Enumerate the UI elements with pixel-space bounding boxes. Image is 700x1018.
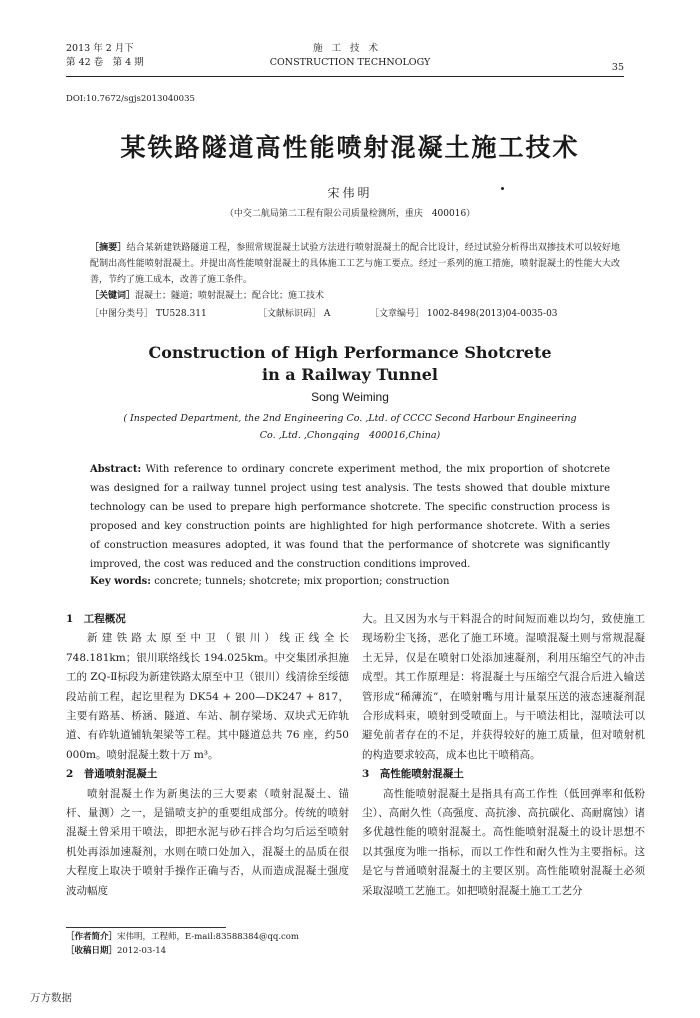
doc-code: ［文献标识码］ A [258,309,331,319]
author-en: Song Weiming [311,390,389,404]
section-3-heading: 3 高性能喷射混凝土 [362,768,464,781]
title-en-line-1: Construction of High Performance Shotcrete [148,343,552,362]
clc-code: ［中图分类号］ TU528.311 [90,309,207,319]
title-en-line-2: in a Railway Tunnel [261,365,438,384]
abstract-en [90,460,610,574]
author-cn: 宋伟明 [327,186,373,200]
abstract-cn-label: ［摘要］ [90,243,127,253]
footnote-divider [66,927,226,928]
section-2-paragraph: 喷射混凝土作为新奥法的三大要素（喷射混凝土、锚杆、量测）之一，是锚喷支护的重要组成部分。传统的喷射混凝土曾采用干喷法，即把水泥与砂石拌合均匀后运至喷射机处再添加速凝剂，水则在喷口处加入，混凝土的品质在很大程度上取决于喷射手操作正确与否，从而造成混凝土强度波动幅度 [66,787,349,897]
footnote-date-label: ［收稿日期］ [66,946,118,956]
title-cn: 某铁路隧道高性能喷射混凝土施工技术 [120,133,580,162]
footnote-author-text: 宋伟明，工程师，E-mail:83588384@qq.com [117,932,299,942]
body-column-left [66,610,349,901]
issue-date: 2013 年 2 月下 [66,43,134,54]
affiliation-cn: （中交二航局第二工程有限公司质量检测所，重庆 400016） [224,209,476,219]
footnote [66,930,299,958]
issue-volume: 第 42 卷 第 4 期 [66,57,144,68]
section-3-paragraph: 高性能喷射混凝土是指具有高工作性（低回弹率和低粉尘）、高耐久性（高强度、高抗渗、高抗碳化、高耐腐蚀）诸多优越性能的喷射混凝土。高性能喷射混凝土的设计思想不以其强度为唯一指标，而以工作性和耐久性为主要指标。这是它与普通喷射混凝土的主要区别。高性能喷射混凝土必须采取湿喷工艺施工。如把喷射混凝土施工工艺分 [362,787,645,897]
header-divider [66,76,624,77]
doi: DOI:10.7672/sgjs2013040035 [66,94,195,104]
section-1-heading: 1 工程概况 [66,613,126,625]
title-en [0,342,700,386]
section-2-paragraph-continued: 大。且又因为水与干料混合的时间短而难以均匀，致使施工现场粉尘飞扬，恶化了施工环境。湿喷混凝土则与常规混凝土无异，仅是在喷射口处添加速凝剂，利用压缩空气的冲击成型。其工作原理是：将混凝土与压缩空气混合后进入输送管形成“稀薄流”，在喷射嘴与用计量泵压送的液态速凝剂混合形成料束，喷射到受喷面上。与干喷法相比，湿喷法可以避免前者存在的不足，并获得较好的施工质量，但对喷射机的构造要求较高，成本也比干喷稍高。 [362,613,645,761]
keywords-cn-text: 混凝土；隧道；喷射混凝土；配合比；施工技术 [135,291,325,301]
dot-mark [501,187,504,190]
section-2-heading: 2 普通喷射混凝土 [66,768,158,781]
article-number: ［文章编号］ 1002-8498(2013)04-0035-03 [370,309,558,319]
keywords-en-label: Key words: [90,576,151,587]
abstract-cn [90,240,620,304]
abstract-en-label: Abstract: [90,464,142,475]
section-1-paragraph: 新建铁路太原至中卫（银川）线正线全长 748.181km；银川联络线长 194.025km。中交集团承担施工的 ZQ-Ⅱ标段为新建铁路太原至中卫（银川）线清徐至绥德段站前工程，起讫里程为 DK54 + 200—DK247 + 817，主要有路基、桥涵、隧道、车站、制存梁场、双块式无砟轨道、有砟轨道铺轨架梁等工程。其中隧道总共 76 座，约50 000m。喷射混凝土数十万 m³。 [66,632,349,761]
abstract-cn-text: 结合某新建铁路隧道工程，参照常规混凝土试验方法进行喷射混凝土的配合比设计，经过试验分析得出双掺技术可以较好地配制出高性能喷射混凝土。并提出高性能喷射混凝土的具体施工工艺与施工要点。经过一系列的施工措施，喷射混凝土的性能大大改善，节约了施工成本，改善了施工条件。 [90,243,620,285]
keywords-en [90,574,610,590]
journal-name [260,42,440,70]
watermark: 万方数据 [30,992,72,1004]
abstract-en-text: With reference to ordinary concrete experiment method, the mix proportion of shotcrete was designed for a railway tunnel project using test analysis. The tests showed that double mixture technology can be used to prepare high performance shotcrete. The specific construction process is proposed and key construction points are highlighted for high performance shotcrete. With a series of construction measures adopted, it was found that the performance of shotcrete was significantly improved, the cost was reduced and the construction conditions improved. [90,464,610,570]
keywords-en-text: concrete; tunnels; shotcrete; mix proportion; construction [154,576,450,587]
issue-info [66,42,144,70]
keywords-cn-label: ［关键词］ [90,291,136,301]
page-number: 35 [611,62,624,73]
journal-name-en: CONSTRUCTION TECHNOLOGY [269,57,431,68]
footnote-date-text: 2012-03-14 [117,946,167,956]
journal-name-cn: 施工技术 [312,43,387,54]
body-column-right [362,610,645,901]
affiliation-en: ( Inspected Department, the 2nd Engineering Co. ,Ltd. of CCCC Second Harbour Engineering Co. ,Ltd. ,Chongqing 400016,China) [123,413,577,441]
footnote-author-label: ［作者简介］ [66,932,118,942]
